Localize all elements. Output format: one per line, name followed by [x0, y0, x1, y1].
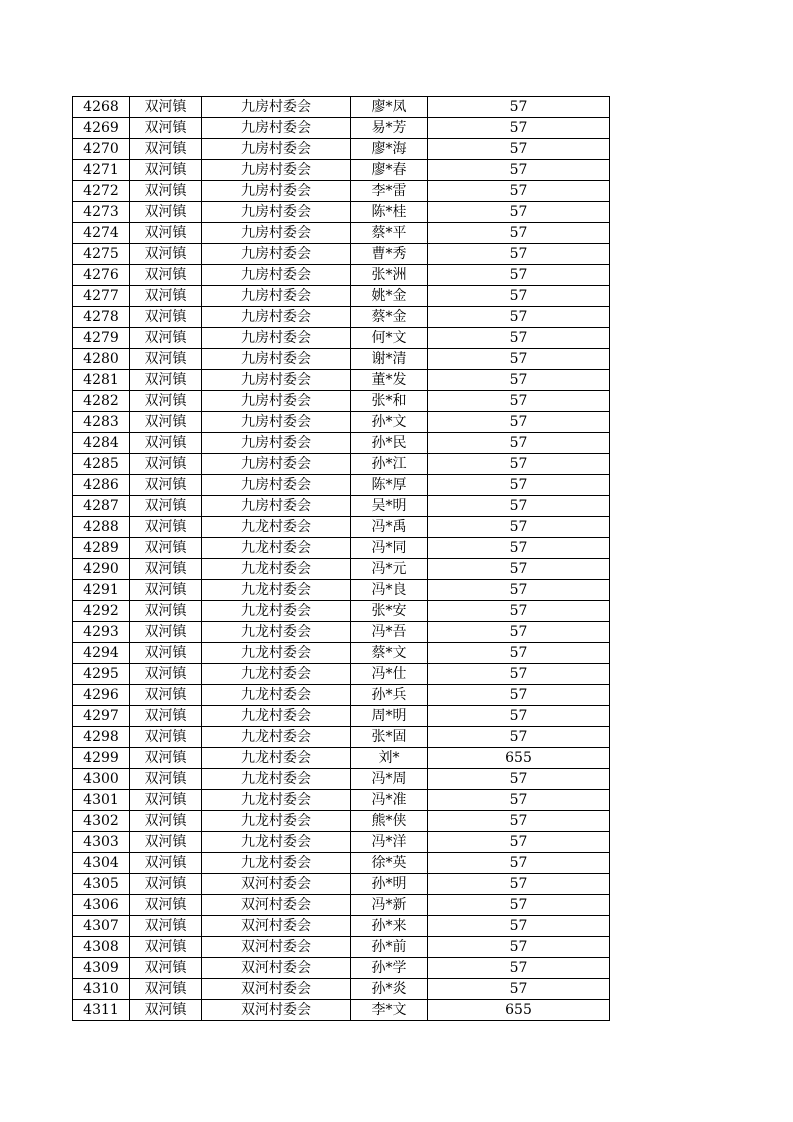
- row-number-cell: 4288: [73, 517, 130, 538]
- town-cell: 双河镇: [130, 748, 202, 769]
- person-name-cell: 孙*来: [351, 916, 428, 937]
- person-name-cell: 曹*秀: [351, 244, 428, 265]
- amount-cell: 57: [428, 160, 610, 181]
- village-committee-cell: 九龙村委会: [202, 601, 351, 622]
- person-name-cell: 孙*学: [351, 958, 428, 979]
- person-name-cell: 蔡*文: [351, 643, 428, 664]
- person-name-cell: 张*固: [351, 727, 428, 748]
- row-number-cell: 4310: [73, 979, 130, 1000]
- village-committee-cell: 九龙村委会: [202, 832, 351, 853]
- person-name-cell: 易*芳: [351, 118, 428, 139]
- town-cell: 双河镇: [130, 496, 202, 517]
- row-number-cell: 4269: [73, 118, 130, 139]
- amount-cell: 57: [428, 790, 610, 811]
- table-row: [73, 370, 610, 391]
- amount-cell: 57: [428, 307, 610, 328]
- amount-cell: 57: [428, 601, 610, 622]
- row-number-cell: 4297: [73, 706, 130, 727]
- person-name-cell: 蔡*金: [351, 307, 428, 328]
- village-committee-cell: 双河村委会: [202, 874, 351, 895]
- town-cell: 双河镇: [130, 160, 202, 181]
- amount-cell: 57: [428, 139, 610, 160]
- town-cell: 双河镇: [130, 958, 202, 979]
- table-row: [73, 895, 610, 916]
- person-name-cell: 孙*前: [351, 937, 428, 958]
- table-row: [73, 706, 610, 727]
- town-cell: 双河镇: [130, 307, 202, 328]
- document-table-container: [72, 96, 610, 1021]
- village-committee-cell: 九龙村委会: [202, 706, 351, 727]
- person-name-cell: 孙*炎: [351, 979, 428, 1000]
- village-committee-cell: 九龙村委会: [202, 643, 351, 664]
- row-number-cell: 4303: [73, 832, 130, 853]
- table-row: [73, 979, 610, 1000]
- amount-cell: 57: [428, 874, 610, 895]
- row-number-cell: 4287: [73, 496, 130, 517]
- amount-cell: 57: [428, 580, 610, 601]
- person-name-cell: 周*明: [351, 706, 428, 727]
- row-number-cell: 4298: [73, 727, 130, 748]
- amount-cell: 57: [428, 328, 610, 349]
- row-number-cell: 4279: [73, 328, 130, 349]
- table-row: [73, 496, 610, 517]
- village-committee-cell: 九房村委会: [202, 139, 351, 160]
- person-name-cell: 廖*海: [351, 139, 428, 160]
- amount-cell: 57: [428, 643, 610, 664]
- amount-cell: 57: [428, 97, 610, 118]
- table-row: [73, 181, 610, 202]
- village-committee-cell: 九龙村委会: [202, 748, 351, 769]
- amount-cell: 57: [428, 664, 610, 685]
- table-row: [73, 244, 610, 265]
- amount-cell: 655: [428, 1000, 610, 1021]
- row-number-cell: 4291: [73, 580, 130, 601]
- person-name-cell: 冯*良: [351, 580, 428, 601]
- village-committee-cell: 九龙村委会: [202, 580, 351, 601]
- town-cell: 双河镇: [130, 244, 202, 265]
- table-row: [73, 1000, 610, 1021]
- table-row: [73, 349, 610, 370]
- village-committee-cell: 九房村委会: [202, 160, 351, 181]
- town-cell: 双河镇: [130, 391, 202, 412]
- table-row: [73, 748, 610, 769]
- amount-cell: 57: [428, 391, 610, 412]
- person-name-cell: 冯*新: [351, 895, 428, 916]
- row-number-cell: 4270: [73, 139, 130, 160]
- amount-cell: 57: [428, 349, 610, 370]
- person-name-cell: 陈*桂: [351, 202, 428, 223]
- amount-cell: 57: [428, 958, 610, 979]
- village-committee-cell: 九房村委会: [202, 286, 351, 307]
- row-number-cell: 4284: [73, 433, 130, 454]
- person-name-cell: 冯*准: [351, 790, 428, 811]
- village-committee-cell: 九房村委会: [202, 349, 351, 370]
- person-name-cell: 张*洲: [351, 265, 428, 286]
- village-committee-cell: 九房村委会: [202, 307, 351, 328]
- village-committee-cell: 九房村委会: [202, 265, 351, 286]
- amount-cell: 57: [428, 685, 610, 706]
- table-row: [73, 769, 610, 790]
- village-committee-cell: 九龙村委会: [202, 811, 351, 832]
- town-cell: 双河镇: [130, 790, 202, 811]
- person-name-cell: 廖*春: [351, 160, 428, 181]
- amount-cell: 57: [428, 286, 610, 307]
- table-row: [73, 538, 610, 559]
- table-row: [73, 685, 610, 706]
- row-number-cell: 4273: [73, 202, 130, 223]
- amount-cell: 57: [428, 538, 610, 559]
- village-committee-cell: 双河村委会: [202, 895, 351, 916]
- town-cell: 双河镇: [130, 853, 202, 874]
- village-committee-cell: 双河村委会: [202, 958, 351, 979]
- village-committee-cell: 九龙村委会: [202, 538, 351, 559]
- town-cell: 双河镇: [130, 916, 202, 937]
- person-name-cell: 刘*: [351, 748, 428, 769]
- row-number-cell: 4304: [73, 853, 130, 874]
- town-cell: 双河镇: [130, 811, 202, 832]
- amount-cell: 57: [428, 811, 610, 832]
- row-number-cell: 4302: [73, 811, 130, 832]
- row-number-cell: 4301: [73, 790, 130, 811]
- town-cell: 双河镇: [130, 412, 202, 433]
- town-cell: 双河镇: [130, 874, 202, 895]
- row-number-cell: 4290: [73, 559, 130, 580]
- table-row: [73, 475, 610, 496]
- village-committee-cell: 九龙村委会: [202, 685, 351, 706]
- person-name-cell: 谢*清: [351, 349, 428, 370]
- person-name-cell: 冯*洋: [351, 832, 428, 853]
- amount-cell: 57: [428, 412, 610, 433]
- table-row: [73, 265, 610, 286]
- town-cell: 双河镇: [130, 139, 202, 160]
- amount-cell: 655: [428, 748, 610, 769]
- village-committee-cell: 九房村委会: [202, 370, 351, 391]
- village-committee-cell: 九房村委会: [202, 223, 351, 244]
- row-number-cell: 4274: [73, 223, 130, 244]
- person-name-cell: 李*文: [351, 1000, 428, 1021]
- row-number-cell: 4285: [73, 454, 130, 475]
- table-row: [73, 580, 610, 601]
- village-committee-cell: 九龙村委会: [202, 622, 351, 643]
- table-row: [73, 664, 610, 685]
- row-number-cell: 4271: [73, 160, 130, 181]
- row-number-cell: 4299: [73, 748, 130, 769]
- row-number-cell: 4294: [73, 643, 130, 664]
- row-number-cell: 4277: [73, 286, 130, 307]
- table-row: [73, 118, 610, 139]
- person-name-cell: 冯*周: [351, 769, 428, 790]
- person-name-cell: 冯*仕: [351, 664, 428, 685]
- town-cell: 双河镇: [130, 580, 202, 601]
- row-number-cell: 4295: [73, 664, 130, 685]
- row-number-cell: 4282: [73, 391, 130, 412]
- table-row: [73, 433, 610, 454]
- amount-cell: 57: [428, 454, 610, 475]
- row-number-cell: 4268: [73, 97, 130, 118]
- row-number-cell: 4292: [73, 601, 130, 622]
- village-committee-cell: 九房村委会: [202, 454, 351, 475]
- table-row: [73, 139, 610, 160]
- person-name-cell: 廖*凤: [351, 97, 428, 118]
- person-name-cell: 蔡*平: [351, 223, 428, 244]
- town-cell: 双河镇: [130, 475, 202, 496]
- table-row: [73, 958, 610, 979]
- village-committee-cell: 九龙村委会: [202, 727, 351, 748]
- village-committee-cell: 九龙村委会: [202, 664, 351, 685]
- village-committee-cell: 九房村委会: [202, 244, 351, 265]
- town-cell: 双河镇: [130, 181, 202, 202]
- table-row: [73, 517, 610, 538]
- person-name-cell: 冯*同: [351, 538, 428, 559]
- amount-cell: 57: [428, 559, 610, 580]
- village-committee-cell: 九房村委会: [202, 496, 351, 517]
- amount-cell: 57: [428, 223, 610, 244]
- person-name-cell: 张*安: [351, 601, 428, 622]
- town-cell: 双河镇: [130, 895, 202, 916]
- town-cell: 双河镇: [130, 643, 202, 664]
- amount-cell: 57: [428, 937, 610, 958]
- table-row: [73, 307, 610, 328]
- town-cell: 双河镇: [130, 118, 202, 139]
- subsidy-list-table: [72, 96, 610, 1021]
- village-committee-cell: 九房村委会: [202, 433, 351, 454]
- table-row: [73, 286, 610, 307]
- town-cell: 双河镇: [130, 349, 202, 370]
- person-name-cell: 冯*禹: [351, 517, 428, 538]
- row-number-cell: 4276: [73, 265, 130, 286]
- person-name-cell: 孙*江: [351, 454, 428, 475]
- town-cell: 双河镇: [130, 559, 202, 580]
- person-name-cell: 李*雷: [351, 181, 428, 202]
- town-cell: 双河镇: [130, 1000, 202, 1021]
- village-committee-cell: 九龙村委会: [202, 853, 351, 874]
- amount-cell: 57: [428, 517, 610, 538]
- town-cell: 双河镇: [130, 97, 202, 118]
- table-row: [73, 811, 610, 832]
- person-name-cell: 孙*文: [351, 412, 428, 433]
- person-name-cell: 冯*吾: [351, 622, 428, 643]
- town-cell: 双河镇: [130, 433, 202, 454]
- town-cell: 双河镇: [130, 265, 202, 286]
- village-committee-cell: 双河村委会: [202, 916, 351, 937]
- town-cell: 双河镇: [130, 832, 202, 853]
- table-row: [73, 937, 610, 958]
- village-committee-cell: 九龙村委会: [202, 517, 351, 538]
- town-cell: 双河镇: [130, 202, 202, 223]
- table-row: [73, 832, 610, 853]
- table-row: [73, 328, 610, 349]
- table-row: [73, 601, 610, 622]
- amount-cell: 57: [428, 895, 610, 916]
- village-committee-cell: 九龙村委会: [202, 559, 351, 580]
- row-number-cell: 4307: [73, 916, 130, 937]
- table-row: [73, 622, 610, 643]
- person-name-cell: 何*文: [351, 328, 428, 349]
- amount-cell: 57: [428, 853, 610, 874]
- town-cell: 双河镇: [130, 286, 202, 307]
- town-cell: 双河镇: [130, 706, 202, 727]
- table-row: [73, 727, 610, 748]
- village-committee-cell: 双河村委会: [202, 1000, 351, 1021]
- amount-cell: 57: [428, 370, 610, 391]
- row-number-cell: 4296: [73, 685, 130, 706]
- row-number-cell: 4275: [73, 244, 130, 265]
- village-committee-cell: 双河村委会: [202, 979, 351, 1000]
- amount-cell: 57: [428, 118, 610, 139]
- row-number-cell: 4300: [73, 769, 130, 790]
- table-row: [73, 853, 610, 874]
- town-cell: 双河镇: [130, 328, 202, 349]
- village-committee-cell: 九房村委会: [202, 97, 351, 118]
- table-row: [73, 223, 610, 244]
- village-committee-cell: 九房村委会: [202, 118, 351, 139]
- table-row: [73, 202, 610, 223]
- amount-cell: 57: [428, 475, 610, 496]
- person-name-cell: 姚*金: [351, 286, 428, 307]
- amount-cell: 57: [428, 433, 610, 454]
- town-cell: 双河镇: [130, 685, 202, 706]
- town-cell: 双河镇: [130, 937, 202, 958]
- table-row: [73, 874, 610, 895]
- row-number-cell: 4305: [73, 874, 130, 895]
- village-committee-cell: 九龙村委会: [202, 769, 351, 790]
- table-row: [73, 916, 610, 937]
- row-number-cell: 4278: [73, 307, 130, 328]
- row-number-cell: 4309: [73, 958, 130, 979]
- town-cell: 双河镇: [130, 454, 202, 475]
- town-cell: 双河镇: [130, 517, 202, 538]
- person-name-cell: 陈*厚: [351, 475, 428, 496]
- town-cell: 双河镇: [130, 370, 202, 391]
- amount-cell: 57: [428, 265, 610, 286]
- amount-cell: 57: [428, 706, 610, 727]
- amount-cell: 57: [428, 496, 610, 517]
- person-name-cell: 董*发: [351, 370, 428, 391]
- table-row: [73, 559, 610, 580]
- town-cell: 双河镇: [130, 538, 202, 559]
- town-cell: 双河镇: [130, 601, 202, 622]
- amount-cell: 57: [428, 181, 610, 202]
- table-row: [73, 454, 610, 475]
- table-row: [73, 643, 610, 664]
- amount-cell: 57: [428, 769, 610, 790]
- row-number-cell: 4272: [73, 181, 130, 202]
- person-name-cell: 徐*英: [351, 853, 428, 874]
- amount-cell: 57: [428, 979, 610, 1000]
- village-committee-cell: 九房村委会: [202, 328, 351, 349]
- row-number-cell: 4283: [73, 412, 130, 433]
- town-cell: 双河镇: [130, 727, 202, 748]
- amount-cell: 57: [428, 244, 610, 265]
- person-name-cell: 张*和: [351, 391, 428, 412]
- village-committee-cell: 九房村委会: [202, 412, 351, 433]
- amount-cell: 57: [428, 727, 610, 748]
- village-committee-cell: 九房村委会: [202, 202, 351, 223]
- town-cell: 双河镇: [130, 664, 202, 685]
- row-number-cell: 4308: [73, 937, 130, 958]
- amount-cell: 57: [428, 202, 610, 223]
- row-number-cell: 4286: [73, 475, 130, 496]
- person-name-cell: 孙*明: [351, 874, 428, 895]
- village-committee-cell: 双河村委会: [202, 937, 351, 958]
- table-row: [73, 160, 610, 181]
- row-number-cell: 4293: [73, 622, 130, 643]
- row-number-cell: 4281: [73, 370, 130, 391]
- person-name-cell: 孙*民: [351, 433, 428, 454]
- person-name-cell: 熊*侠: [351, 811, 428, 832]
- village-committee-cell: 九龙村委会: [202, 790, 351, 811]
- town-cell: 双河镇: [130, 979, 202, 1000]
- person-name-cell: 冯*元: [351, 559, 428, 580]
- table-row: [73, 391, 610, 412]
- table-row: [73, 97, 610, 118]
- village-committee-cell: 九房村委会: [202, 475, 351, 496]
- person-name-cell: 孙*兵: [351, 685, 428, 706]
- table-row: [73, 412, 610, 433]
- amount-cell: 57: [428, 916, 610, 937]
- row-number-cell: 4306: [73, 895, 130, 916]
- table-row: [73, 790, 610, 811]
- village-committee-cell: 九房村委会: [202, 391, 351, 412]
- town-cell: 双河镇: [130, 622, 202, 643]
- amount-cell: 57: [428, 622, 610, 643]
- town-cell: 双河镇: [130, 769, 202, 790]
- row-number-cell: 4311: [73, 1000, 130, 1021]
- person-name-cell: 吴*明: [351, 496, 428, 517]
- row-number-cell: 4280: [73, 349, 130, 370]
- row-number-cell: 4289: [73, 538, 130, 559]
- table-body: [73, 97, 610, 1021]
- amount-cell: 57: [428, 832, 610, 853]
- town-cell: 双河镇: [130, 223, 202, 244]
- village-committee-cell: 九房村委会: [202, 181, 351, 202]
